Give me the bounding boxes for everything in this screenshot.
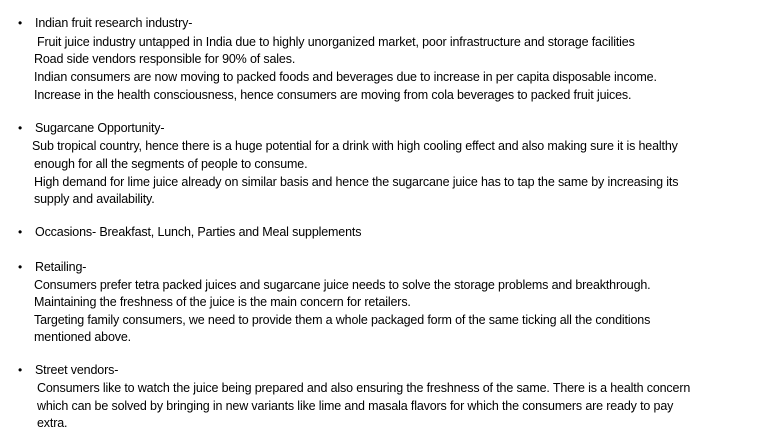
- body-line: Increase in the health consciousness, hence consumers are moving from cola beverages to packed fruit juices.: [34, 88, 632, 102]
- body-line: extra.: [37, 416, 68, 430]
- bullet-dot-icon: •: [18, 225, 23, 239]
- bullet-heading-row: [0, 120, 768, 137]
- bullet-dot-icon: •: [18, 260, 23, 274]
- body-line: Fruit juice industry untapped in India due to highly unorganized market, poor infrastructure and storage facilities: [37, 35, 635, 49]
- body-line: Consumers prefer tetra packed juices and sugarcane juice needs to solve the storage problems and breakthrough.: [34, 278, 651, 292]
- section-heading: Occasions- Breakfast, Lunch, Parties and Meal supplements: [35, 225, 362, 239]
- bullet-dot-icon: •: [18, 363, 23, 377]
- section-heading: Indian fruit research industry-: [35, 16, 193, 30]
- section-heading: Sugarcane Opportunity-: [35, 121, 165, 135]
- body-line: mentioned above.: [34, 330, 131, 344]
- body-line: Consumers like to watch the juice being prepared and also ensuring the freshness of the same. There is a health concern: [37, 381, 691, 395]
- section-heading: Retailing-: [35, 260, 87, 274]
- body-line: enough for all the segments of people to consume.: [34, 157, 308, 171]
- body-line: High demand for lime juice already on similar basis and hence the sugarcane juice has to tap the same by increasing its: [34, 175, 679, 189]
- bullet-dot-icon: •: [18, 121, 23, 135]
- bullet-dot-icon: •: [18, 16, 23, 30]
- bullet-heading-row: [0, 224, 768, 241]
- bullet-heading-row: [0, 15, 768, 32]
- body-line: Targeting family consumers, we need to provide them a whole packaged form of the same ticking all the conditions: [34, 313, 651, 327]
- body-line: Maintaining the freshness of the juice is the main concern for retailers.: [34, 295, 411, 309]
- body-line: which can be solved by bringing in new variants like lime and masala flavors for which the consumers are ready to pay: [37, 399, 674, 413]
- body-line: Sub tropical country, hence there is a huge potential for a drink with high cooling effect and also making sure it is healthy: [32, 139, 678, 153]
- body-line: supply and availability.: [34, 192, 155, 206]
- bullet-heading-row: [0, 362, 768, 379]
- section-heading: Street vendors-: [35, 363, 119, 377]
- body-line: Indian consumers are now moving to packed foods and beverages due to increase in per capita disposable income.: [34, 70, 657, 84]
- body-line: Road side vendors responsible for 90% of sales.: [34, 52, 296, 66]
- bullet-heading-row: [0, 259, 768, 276]
